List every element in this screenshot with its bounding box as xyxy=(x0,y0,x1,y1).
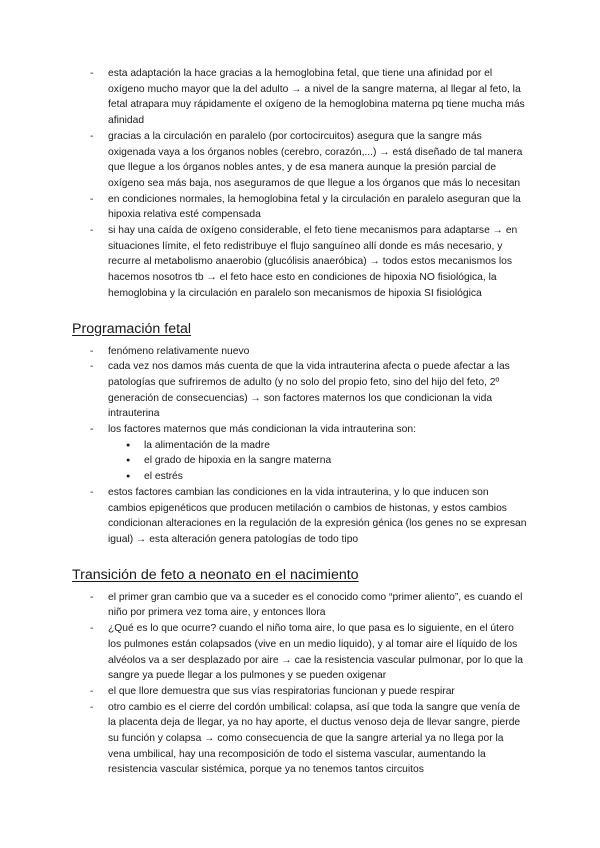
list-item: - ¿Qué es lo que ocurre? cuando el niño toma aire, lo que pasa es lo siguiente, en el útero los pulmones están colapsados (vive en un medio liquido), y al tomar aire el líquido de los alvéolos va a ser desplazado por aire → cae la resistencia vascular pulmonar, por lo que la sangre ya puede llegar a los pulmones y se pueden oxigenar xyxy=(108,621,528,684)
transicion-bullet-list xyxy=(0,590,528,778)
programacion-bullet-list xyxy=(0,344,528,548)
list-item: - esta adaptación la hace gracias a la hemoglobina fetal, que tiene una afinidad por el oxígeno mucho mayor que la del adulto → a nivel de la sangre materna, al llegar al feto, la fetal atrapara muy rápidamente el oxígeno de la hemoglobina materna pq tiene mucha más afinidad xyxy=(108,66,528,129)
list-item: - otro cambio es el cierre del cordón umbilical: colapsa, así que toda la sangre que venía de la placenta deja de llegar, ya no hay aporte, el ductus venoso deja de llevar sangre, pierde su función y colapsa → como consecuencia de que la sangre arterial ya no llega por la vena umbilical, hay una recomposición de todo el sistema vascular, aumentando la resistencia vascular sistémica, porque ya no tenemos tantos circuitos xyxy=(108,700,528,779)
list-item: - estos factores cambian las condiciones en la vida intrauterina, y lo que inducen son cambios epigenéticos que producen metilación o cambios de histonas, y estos cambios condicionan alteraciones en la regulación de la expresión génica (los genes no se expresan igual) → esta alteración genera patologías de todo tipo xyxy=(108,485,528,548)
list-item: - en condiciones normales, la hemoglobina fetal y la circulación en paralelo aseguran que la hipoxia relativa esté compensada xyxy=(108,192,528,223)
section-heading-programacion-fetal: Programación fetal xyxy=(72,320,192,337)
sub-list-item: ● el grado de hipoxia en la sangre materna xyxy=(144,453,528,469)
list-item: - cada vez nos damos más cuenta de que la vida intrauterina afecta o puede afectar a las patologías que sufriremos de adulto (y no solo del propio feto, sino del hijo del feto, 2º generación de consecuencias) → son factores maternos los que condicionan la vida intrauterina xyxy=(108,359,528,422)
intro-bullet-list xyxy=(0,66,528,302)
list-item: - el primer gran cambio que va a suceder es el conocido como “primer aliento”, es cuando el niño por primera vez toma aire, y entonces llora xyxy=(108,590,528,621)
list-item: - gracias a la circulación en paralelo (por cortocircuitos) asegura que la sangre más oxigenada vaya a los órganos nobles (cerebro, corazón,...) → está diseñado de tal manera que llegue a los órganos nobles antes, y de esa manera aunque la presión parcial de oxígeno sea más baja, nos aseguramos de que llegue a los órganos que más lo necesitan xyxy=(108,129,528,192)
sub-list-item: ● la alimentación de la madre xyxy=(144,438,528,454)
list-item: - el que llore demuestra que sus vías respiratorias funcionan y puede respirar xyxy=(108,684,528,700)
list-item: - si hay una caída de oxígeno considerable, el feto tiene mecanismos para adaptarse → en situaciones límite, el feto redistribuye el flujo sanguíneo allí donde es más necesario, y recurre al metabolismo anaerobio (glucólisis anaeróbica) → todos estos mecanismos los hacemos nosotros tb → el feto hace esto en condiciones de hipoxia NO fisiológica, la hemoglobina y la circulación en paralelo son mecanismos de hipoxia SI fisiológica xyxy=(108,223,528,302)
list-item: - fenómeno relativamente nuevo xyxy=(108,344,528,360)
sub-bullet-list xyxy=(108,438,528,485)
list-item xyxy=(108,422,528,485)
document-page xyxy=(0,66,600,778)
list-item-text: los factores maternos que más condicionan la vida intrauterina son: xyxy=(108,424,416,436)
section-heading-transicion: Transición de feto a neonato en el nacimiento xyxy=(72,566,359,583)
sub-list-item: ● el estrés xyxy=(144,469,528,485)
